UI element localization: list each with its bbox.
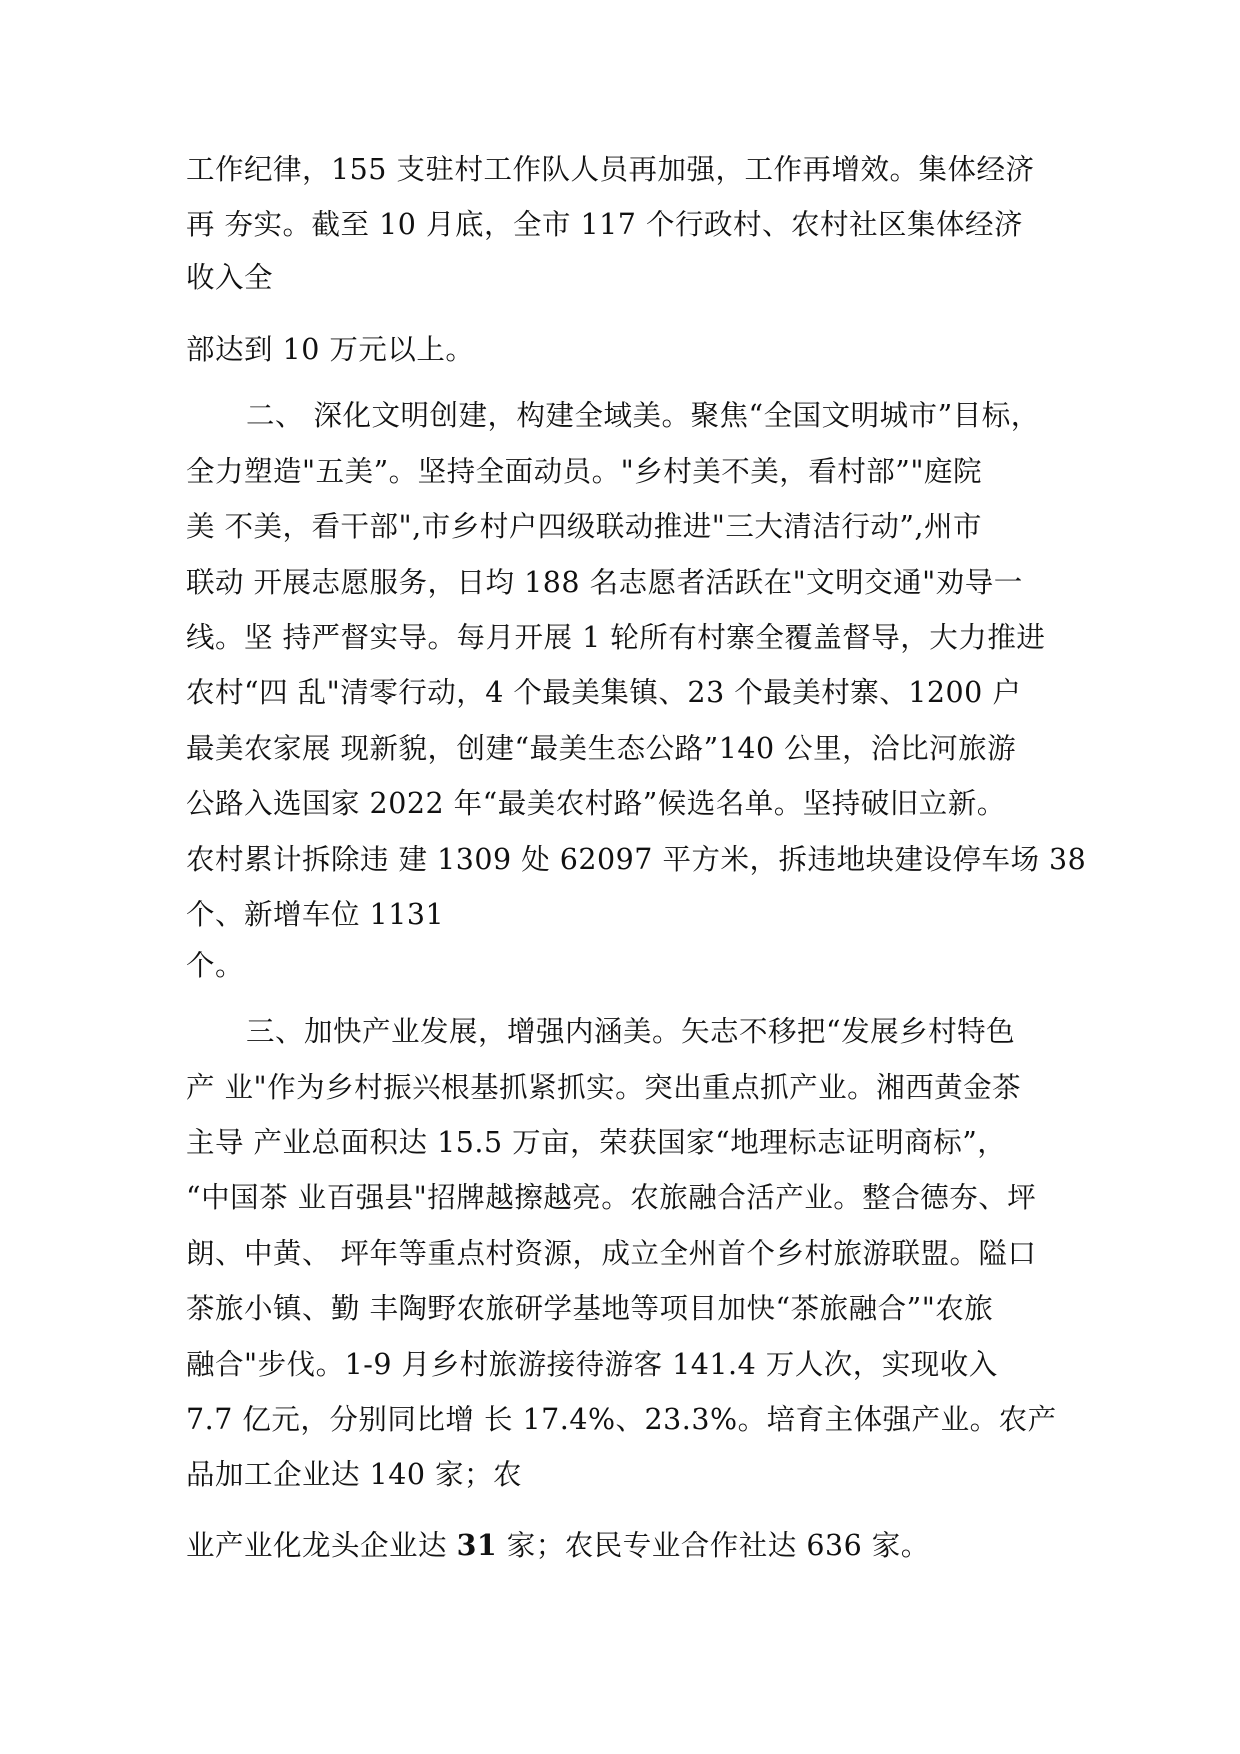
text-line: 主导 产业总面积达 15.5 万亩，荣获国家“地理标志证明商标”， [186,1126,1007,1159]
text-line: 部达到 10 万元以上。 [186,333,475,366]
text-line: 朗、中黄、 坪年等重点村资源，成立全州首个乡村旅游联盟。隘口 [186,1237,1037,1270]
text-line-last [186,1525,930,1566]
text-line: 个。 [186,949,245,982]
text-line: 联动 开展志愿服务，日均 188 名志愿者活跃在"文明交通"劝导一 [186,566,1023,599]
text-line: 工作纪律，155 支驻村工作队人员再加强，工作再增效。集体经济 [186,153,1035,186]
text-line: 茶旅小镇、勤 丰陶野农旅研学基地等项目加快“茶旅融合”"农旅 [186,1292,994,1325]
text-line: 最美农家展 现新貌，创建“最美生态公路”140 公里，洽比河旅游 [186,732,1017,765]
text-line: 再 夯实。截至 10 月底，全市 117 个行政村、农村社区集体经济 [186,208,1023,241]
text-line: 收入全 [186,261,274,294]
text-line: 品加工企业达 140 家；农 [186,1458,523,1491]
text-line: 7.7 亿元，分别同比增 长 17.4%、23.3%。培育主体强产业。农产 [186,1403,1057,1436]
text-line: “中国茶 业百强县"招牌越擦越亮。农旅融合活产业。整合德夯、坪 [186,1181,1037,1214]
text-line: 美 不美，看干部",市乡村户四级联动推进"三大清洁行动”,州市 [186,510,982,543]
text-line: 公路入选国家 2022 年“最美农村路”候选名单。坚持破旧立新。 [186,787,1006,820]
text-segment: 业产业化龙头企业达 [186,1529,457,1562]
text-line: 线。坚 持严督实导。每月开展 1 轮所有村寨全覆盖督导，大力推进 [186,621,1046,654]
text-line: 三、加快产业发展，增强内涵美。矢志不移把“发展乡村特色 [246,1015,1016,1048]
text-segment: 家；农民专业合作社达 636 家。 [497,1529,930,1562]
text-line: 农村累计拆除违 建 1309 处 62097 平方米，拆违地块建设停车场 38 [186,843,1087,876]
text-line: 全力塑造"五美”。坚持全面动员。"乡村美不美，看村部”"庭院 [186,455,982,488]
text-line: 农村“四 乱"清零行动，4 个最美集镇、23 个最美村寨、1200 户 [186,676,1022,709]
text-line: 产 业"作为乡村振兴根基抓紧抓实。突出重点抓产业。湘西黄金茶 [186,1071,1022,1104]
bold-number: 31 [456,1528,498,1562]
text-line: 个、新增车位 1131 [186,898,445,931]
text-line: 二、 深化文明创建，构建全域美。聚焦“全国文明城市”目标， [246,399,1040,432]
text-line: 融合"步伐。1-9 月乡村旅游接待游客 141.4 万人次，实现收入 [186,1348,998,1381]
